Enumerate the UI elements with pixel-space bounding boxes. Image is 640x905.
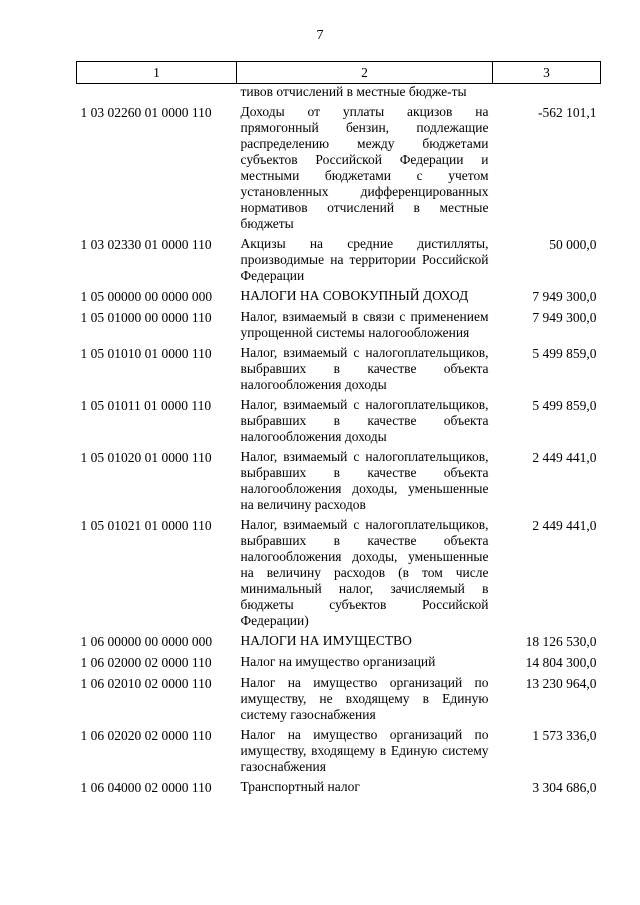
table-row xyxy=(77,517,601,633)
table-row xyxy=(77,104,601,236)
header-col-2: 2 xyxy=(237,62,493,84)
code-cell: 1 06 02020 02 0000 110 xyxy=(80,728,212,743)
code-cell: 1 05 01010 01 0000 110 xyxy=(80,346,212,361)
table-row xyxy=(77,779,601,800)
code-cell: 1 06 02010 02 0000 110 xyxy=(80,676,212,691)
code-cell: 1 06 04000 02 0000 110 xyxy=(80,780,212,795)
revenue-table xyxy=(76,61,601,800)
code-cell: 1 03 02260 01 0000 110 xyxy=(80,105,212,120)
amount-cell: 7 949 300,0 xyxy=(532,310,597,325)
name-cell: Транспортный налог xyxy=(240,779,360,794)
code-cell: 1 05 01020 01 0000 110 xyxy=(80,450,212,465)
table-row xyxy=(77,449,601,517)
table-row xyxy=(77,288,601,309)
table-row xyxy=(77,397,601,449)
name-cell: Налог, взимаемый в связи с применением упрощенной системы налогообложения xyxy=(240,309,489,340)
amount-cell: 2 449 441,0 xyxy=(532,518,597,533)
amount-cell: 18 126 530,0 xyxy=(525,634,597,649)
continuation-row xyxy=(77,84,601,105)
name-cell: Налог на имущество организаций xyxy=(240,654,436,669)
name-cell: Доходы от уплаты акцизов на прямогонный бензин, подлежащие распределению между бюджетами субъектов Российской Федерации и местными бюджетами с учетом установленных дифференцированных нормативов отчислений в местные бюджеты xyxy=(240,104,489,231)
code-cell: 1 06 00000 00 0000 000 xyxy=(80,634,213,649)
code-cell: 1 05 00000 00 0000 000 xyxy=(80,289,213,304)
table-row xyxy=(77,727,601,779)
amount-cell: 50 000,0 xyxy=(549,237,597,252)
name-cell: НАЛОГИ НА ИМУЩЕСТВО xyxy=(240,633,412,648)
amount-cell: 3 304 686,0 xyxy=(532,780,597,795)
amount-cell: 2 449 441,0 xyxy=(532,450,597,465)
continuation-text: тивов отчислений в местные бюдже-ты xyxy=(240,84,467,99)
amount-cell: -562 101,1 xyxy=(538,105,597,120)
name-cell: Налог, взимаемый с налогоплательщиков, выбравших в качестве объекта налогообложения доходы, уменьшенные на величину расходов xyxy=(240,449,489,512)
header-col-3: 3 xyxy=(493,62,601,84)
code-cell: 1 03 02330 01 0000 110 xyxy=(80,237,212,252)
name-cell: Налог, взимаемый с налогоплательщиков, выбравших в качестве объекта налогообложения доходы xyxy=(240,397,489,444)
name-cell: НАЛОГИ НА СОВОКУПНЫЙ ДОХОД xyxy=(240,288,469,303)
name-cell: Налог, взимаемый с налогоплательщиков, выбравших в качестве объекта налогообложения доходы, уменьшенные на величину расходов (в том числе минимальный налог, зачисляемый в бюджеты субъектов Российской Федерации) xyxy=(240,517,489,628)
amount-cell: 13 230 964,0 xyxy=(525,676,597,691)
name-cell: Налог, взимаемый с налогоплательщиков, выбравших в качестве объекта налогообложения доходы xyxy=(240,345,489,392)
amount-cell: 14 804 300,0 xyxy=(525,655,597,670)
name-cell: Налог на имущество организаций по имуществу, входящему в Единую систему газоснабжения xyxy=(240,727,489,774)
continuation-code-cell xyxy=(77,84,237,105)
code-cell: 1 05 01000 00 0000 110 xyxy=(80,310,212,325)
header-col-1: 1 xyxy=(77,62,237,84)
amount-cell: 1 573 336,0 xyxy=(532,728,597,743)
code-cell: 1 05 01021 01 0000 110 xyxy=(80,518,212,533)
name-cell: Акцизы на средние дистилляты, производимые на территории Российской Федерации xyxy=(240,236,489,283)
table-row xyxy=(77,345,601,397)
table-row xyxy=(77,654,601,675)
continuation-name-cell xyxy=(237,84,493,105)
name-cell: Налог на имущество организаций по имуществу, не входящему в Единую систему газоснабжения xyxy=(240,675,489,722)
code-cell: 1 06 02000 02 0000 110 xyxy=(80,655,212,670)
table-header-row xyxy=(77,62,601,84)
continuation-amount-cell xyxy=(493,84,601,105)
amount-cell: 5 499 859,0 xyxy=(532,398,597,413)
table-row xyxy=(77,633,601,654)
code-cell: 1 05 01011 01 0000 110 xyxy=(80,398,212,413)
amount-cell: 5 499 859,0 xyxy=(532,346,597,361)
table-row xyxy=(77,236,601,288)
page-number: 7 xyxy=(316,28,324,43)
amount-cell: 7 949 300,0 xyxy=(532,289,597,304)
table-row xyxy=(77,309,601,345)
table-row xyxy=(77,675,601,727)
table-body xyxy=(77,84,601,801)
